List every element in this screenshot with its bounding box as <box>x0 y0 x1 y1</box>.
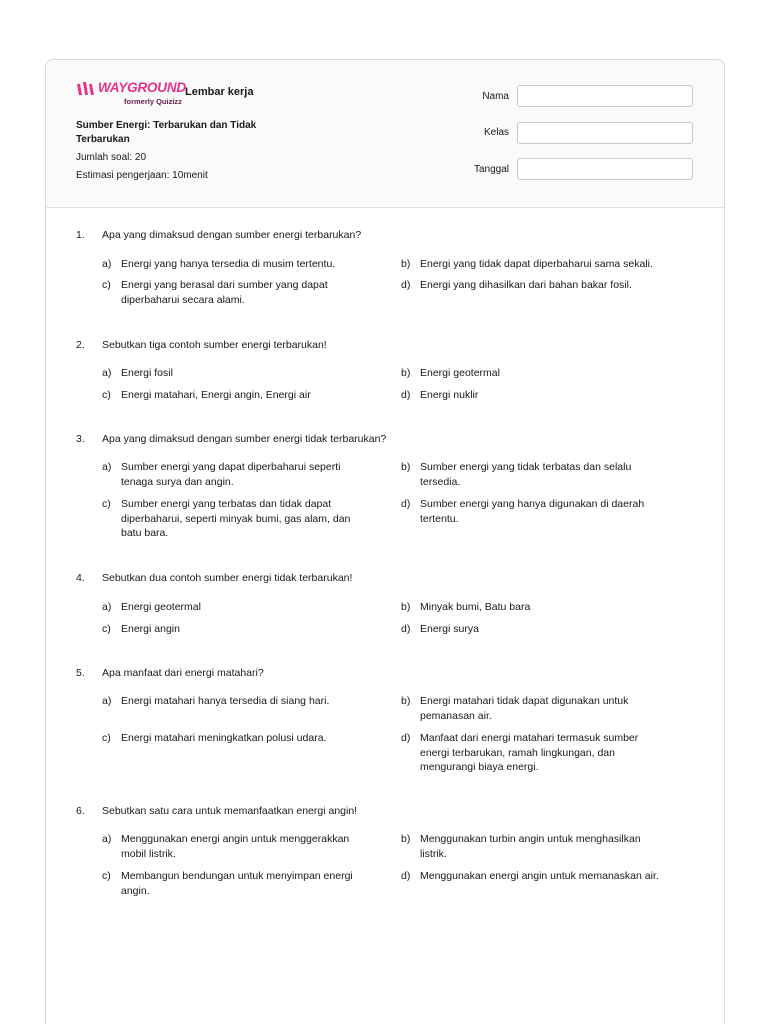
option-letter: a) <box>102 367 112 379</box>
option-text: Energi yang tidak dapat diperbaharui sama sekali. <box>420 258 653 270</box>
option-letter: b) <box>401 367 411 379</box>
date-label: Tanggal <box>473 164 509 175</box>
question-number: 4. <box>76 572 85 584</box>
option-letter: b) <box>401 461 411 473</box>
option-text: Energi yang hanya tersedia di musim tertentu. <box>121 258 336 270</box>
name-input[interactable] <box>517 85 693 107</box>
option-letter: c) <box>102 870 111 882</box>
option-letter: b) <box>401 601 411 613</box>
document-type: Lembar kerja <box>185 86 254 98</box>
option-letter: c) <box>102 498 111 510</box>
option-letter: d) <box>401 498 411 510</box>
option-letter: c) <box>102 389 111 401</box>
option-text: Membangun bendungan untuk menyimpan energi angin. <box>121 870 353 897</box>
question-text: Sebutkan satu cara untuk memanfaatkan energi angin! <box>102 805 358 817</box>
option-letter: d) <box>401 870 411 882</box>
class-label: Kelas <box>483 127 509 138</box>
question-text: Apa yang dimaksud dengan sumber energi terbarukan? <box>102 229 362 241</box>
option-text: Sumber energi yang hanya digunakan di daerah tertentu. <box>420 498 645 525</box>
question-count: Jumlah soal: 20 <box>76 152 147 163</box>
worksheet-page <box>45 59 725 1024</box>
option-text: Energi matahari hanya tersedia di siang hari. <box>121 695 330 707</box>
option-letter: d) <box>401 389 411 401</box>
option-letter: d) <box>401 623 411 635</box>
option-text: Energi angin <box>121 623 180 635</box>
option-text: Manfaat dari energi matahari termasuk sumber energi terbarukan, ramah lingkungan, dan mengurangi biaya energi. <box>420 732 639 773</box>
question-number: 2. <box>76 339 85 351</box>
option-text: Menggunakan turbin angin untuk menghasilkan listrik. <box>420 833 641 860</box>
option-letter: c) <box>102 623 111 635</box>
question-text: Sebutkan dua contoh sumber energi tidak terbarukan! <box>102 572 353 584</box>
option-letter: a) <box>102 695 112 707</box>
option-letter: d) <box>401 732 411 744</box>
option-text: Energi yang berasal dari sumber yang dapat diperbaharui secara alami. <box>121 279 328 306</box>
option-text: Sumber energi yang dapat diperbaharui seperti tenaga surya dan angin. <box>121 461 341 488</box>
time-estimate: Estimasi pengerjaan: 10menit <box>76 170 208 181</box>
option-text: Energi fosil <box>121 367 173 379</box>
brand-name: WAYGROUND <box>98 80 186 95</box>
question-text: Apa manfaat dari energi matahari? <box>102 667 264 679</box>
question-number: 1. <box>76 229 85 241</box>
question-number: 3. <box>76 433 85 445</box>
option-text: Sumber energi yang terbatas dan tidak dapat diperbaharui, seperti minyak bumi, gas alam, dan batu bara. <box>121 498 351 539</box>
date-input[interactable] <box>517 158 693 180</box>
option-letter: c) <box>102 732 111 744</box>
question-text: Apa yang dimaksud dengan sumber energi tidak terbarukan? <box>102 433 387 445</box>
question-number: 5. <box>76 667 85 679</box>
option-text: Sumber energi yang tidak terbatas dan selalu tersedia. <box>420 461 632 488</box>
option-letter: a) <box>102 258 112 270</box>
option-text: Energi surya <box>420 623 479 635</box>
option-letter: b) <box>401 695 411 707</box>
option-text: Menggunakan energi angin untuk menggerakkan mobil listrik. <box>121 833 350 860</box>
option-letter: a) <box>102 601 112 613</box>
option-text: Energi geotermal <box>121 601 201 613</box>
class-input[interactable] <box>517 122 693 144</box>
option-text: Energi matahari meningkatkan polusi udara. <box>121 732 327 744</box>
option-letter: a) <box>102 461 112 473</box>
worksheet-header <box>46 60 724 208</box>
question-text: Sebutkan tiga contoh sumber energi terbarukan! <box>102 339 327 351</box>
option-text: Minyak bumi, Batu bara <box>420 601 531 613</box>
brand-subtitle: formerly Quizizz <box>124 97 182 106</box>
option-text: Energi matahari, Energi angin, Energi air <box>121 389 311 401</box>
option-letter: b) <box>401 833 411 845</box>
option-letter: b) <box>401 258 411 270</box>
question-number: 6. <box>76 805 85 817</box>
option-text: Menggunakan energi angin untuk memanaskan air. <box>420 870 659 882</box>
option-text: Energi yang dihasilkan dari bahan bakar fosil. <box>420 279 632 291</box>
wayground-logo-icon <box>76 82 98 96</box>
option-text: Energi geotermal <box>420 367 500 379</box>
worksheet-title: Sumber Energi: Terbarukan dan Tidak Terbarukan <box>76 120 257 145</box>
name-label: Nama <box>482 91 509 102</box>
option-text: Energi matahari tidak dapat digunakan untuk pemanasan air. <box>420 695 629 722</box>
option-text: Energi nuklir <box>420 389 479 401</box>
option-letter: d) <box>401 279 411 291</box>
option-letter: a) <box>102 833 112 845</box>
option-letter: c) <box>102 279 111 291</box>
